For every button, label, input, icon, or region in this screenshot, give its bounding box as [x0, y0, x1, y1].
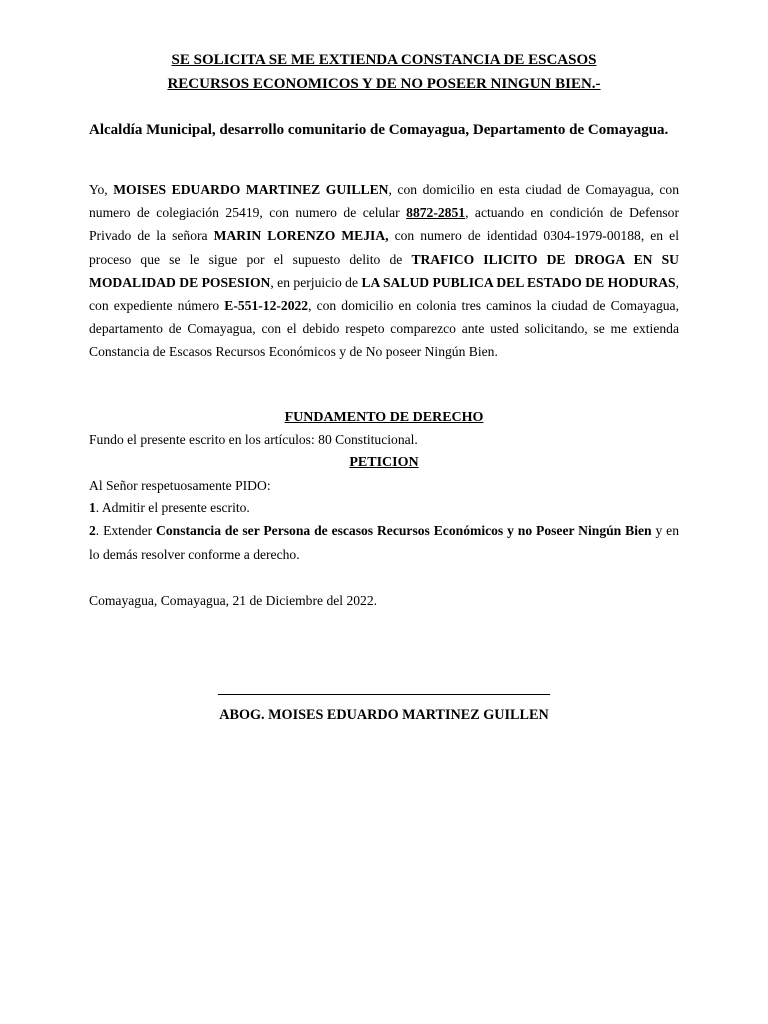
signature-line: [218, 694, 550, 695]
phone-number: 8872-2851: [406, 205, 466, 221]
item-2-number: 2: [89, 523, 96, 538]
body-text-4: con numero de identidad 0304-1979-00188, en el proceso que se le sigue por el supuesto delito de: [89, 228, 679, 267]
body-text-1: Yo,: [89, 182, 114, 197]
offense-name: TRAFICO ILICITO DE DROGA EN SU MODALIDAD DE POSESION: [89, 251, 679, 290]
peticion-heading: PETICION: [349, 455, 419, 470]
item-2-post: y en lo demás resolver conforme a derecho.: [89, 523, 679, 562]
client-name: MARIN LORENZO MEJIA,: [213, 228, 389, 244]
peticion-item-2: [89, 519, 679, 567]
item-1-text: . Admitir el presente escrito.: [95, 500, 250, 515]
title-line-1: SE SOLICITA SE ME EXTIENDA CONSTANCIA DE ESCASOS: [171, 52, 597, 68]
peticion-intro: Al Señor respetuosamente PIDO:: [89, 478, 271, 493]
addressee: Alcaldía Municipal, desarrollo comunitario de Comayagua, Departamento de Comayagua.: [89, 122, 669, 138]
requester-name: MOISES EDUARDO MARTINEZ GUILLEN: [113, 182, 389, 197]
case-number: E-551-12-2022: [224, 298, 309, 314]
body-paragraph: [89, 178, 679, 364]
body-text-6: , con expediente número: [89, 274, 680, 314]
place-date: Comayagua, Comayagua, 21 de Diciembre del 2022.: [89, 593, 378, 608]
peticion-item-1: [89, 497, 684, 519]
document-title: [0, 48, 768, 96]
body-text-2: , con domicilio en esta ciudad de Comayagua, con numero de colegiación 25419, con numero de celular: [89, 182, 679, 221]
item-2-pre: . Extender: [95, 523, 157, 538]
fundamento-heading: FUNDAMENTO DE DERECHO: [284, 410, 484, 425]
title-line-2: RECURSOS ECONOMICOS Y DE NO POSEER NINGUN BIEN.-: [167, 76, 601, 92]
body-text-3: , actuando en condición de Defensor Privado de la señora: [89, 205, 679, 244]
signature-name: ABOG. MOISES EDUARDO MARTINEZ GUILLEN: [219, 707, 549, 723]
item-2-bold: Constancia de ser Persona de escasos Recursos Económicos y no Poseer Ningún Bien: [156, 523, 652, 538]
body-text-7: , con domicilio en colonia tres caminos la ciudad de Comayagua, departamento de Comayagua, con el debido respeto comparezco ante usted solicitando, se me extienda Constancia de Escasos Recursos Económicos y de No poseer Ningún Bien.: [89, 298, 679, 360]
fundamento-text: Fundo el presente escrito en los artículos: 80 Constitucional.: [89, 432, 418, 447]
item-1-number: 1: [89, 500, 96, 515]
injured-party: LA SALUD PUBLICA DEL ESTADO DE HODURAS: [361, 274, 676, 290]
body-text-5: , en perjuicio de: [270, 274, 362, 290]
